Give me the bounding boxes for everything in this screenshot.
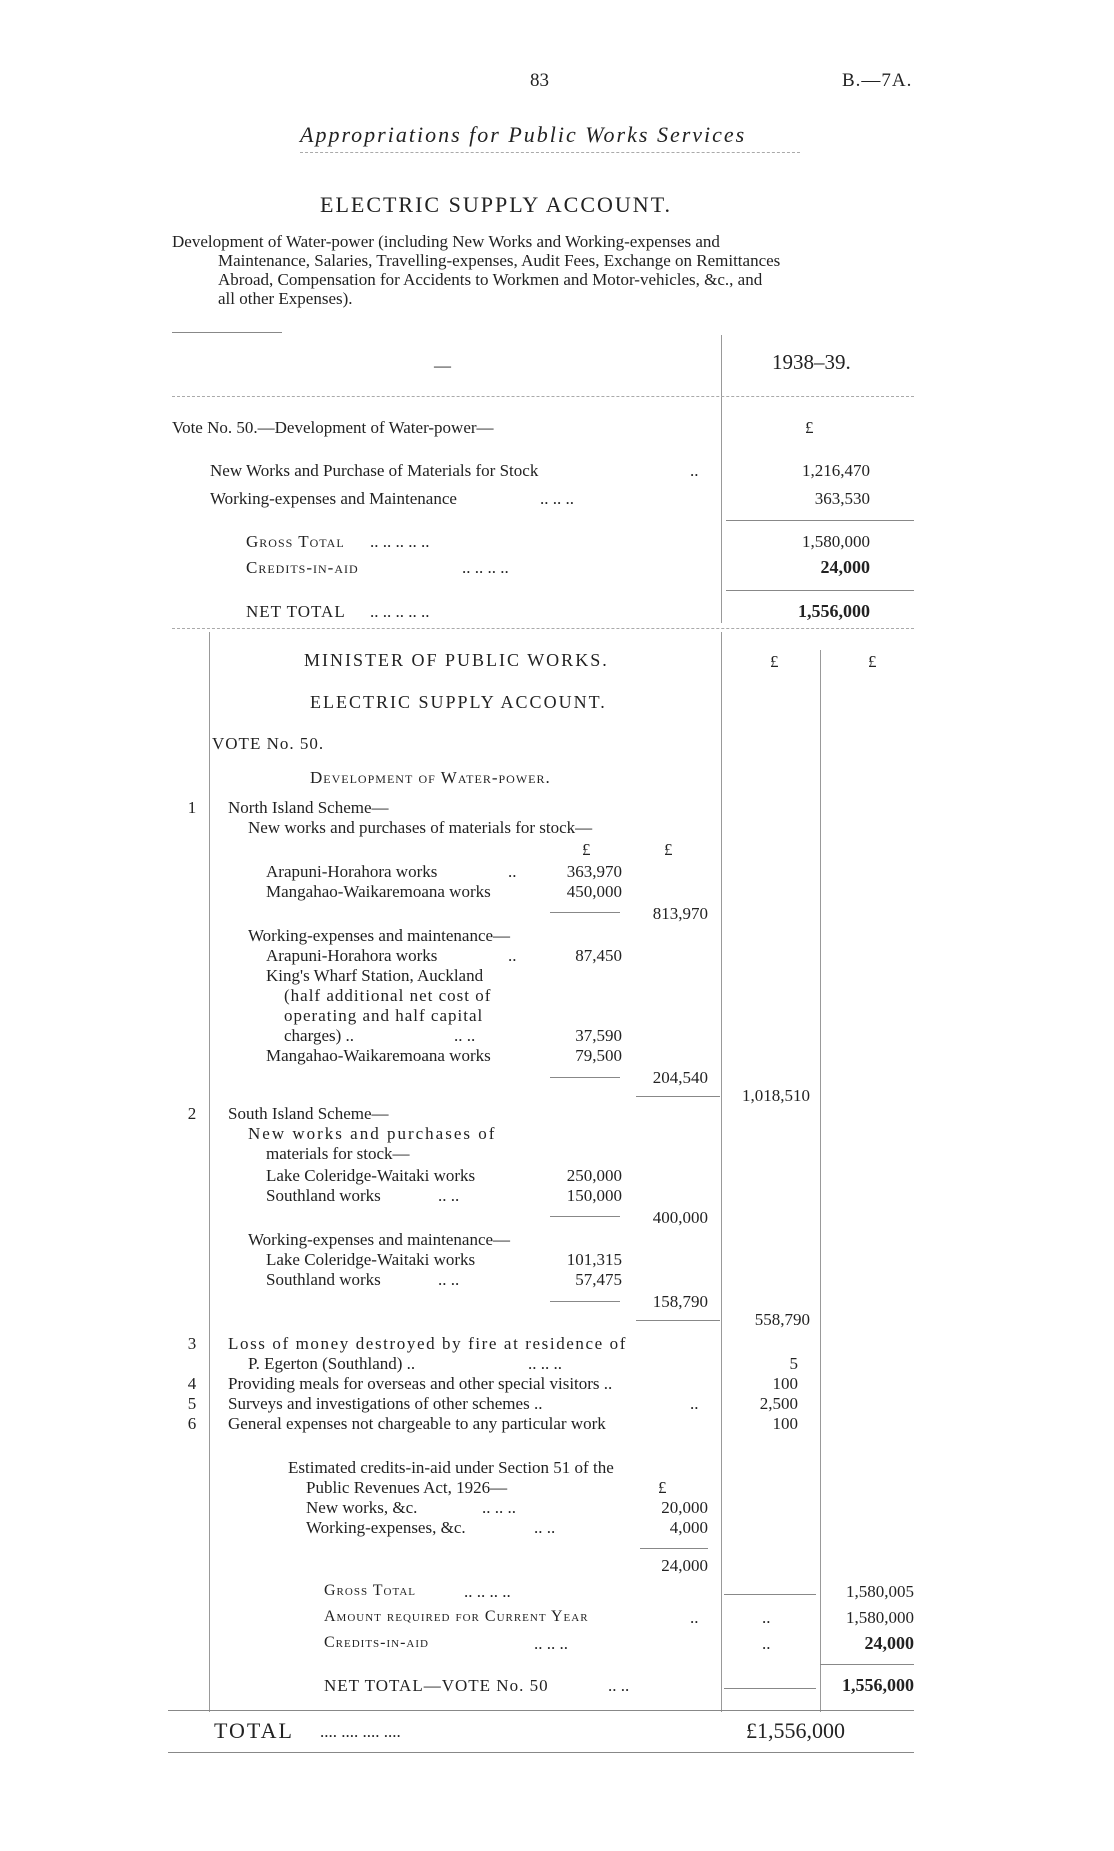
line-item-label: Southland works xyxy=(266,1270,381,1289)
grand-total-value: £1,556,000 xyxy=(746,1718,845,1743)
column-pound-sign: £ xyxy=(582,840,591,859)
line-item-dots: .. .. xyxy=(438,1270,460,1289)
line-item-value: 57,475 xyxy=(575,1270,622,1289)
summary-row-label: New Works and Purchase of Materials for Stock xyxy=(210,461,539,480)
detail-net-rule xyxy=(820,1664,914,1665)
summary-column-rule xyxy=(721,335,722,623)
detail-gross-dots: .. .. .. .. xyxy=(464,1582,511,1601)
line-item-value: 87,450 xyxy=(575,946,622,965)
description-line: all other Expenses). xyxy=(218,289,353,308)
amount-required-dots: .. xyxy=(762,1608,771,1627)
amount-required-label: Amount required for Current Year xyxy=(324,1608,589,1625)
misc-item-dots: .. .. .. xyxy=(528,1354,562,1373)
kings-wharf-label: operating and half capital xyxy=(284,1006,484,1025)
summary-gross-total-value: 1,580,000 xyxy=(802,532,870,551)
item-number: 2 xyxy=(187,1104,197,1123)
amount-required-dots: .. xyxy=(690,1608,699,1627)
south-island-total: 558,790 xyxy=(754,1310,810,1329)
detail-bottom-rule xyxy=(168,1710,914,1711)
south-new-works-subtotal: 400,000 xyxy=(652,1208,708,1227)
line-item-dots: .. .. xyxy=(454,1026,476,1045)
summary-header-dash: — xyxy=(434,356,451,375)
item-number: 3 xyxy=(187,1334,197,1353)
misc-item-label: Loss of money destroyed by fire at residence of xyxy=(228,1334,628,1353)
misc-item-label: Providing meals for overseas and other special visitors .. xyxy=(228,1374,613,1393)
summary-net-rule xyxy=(726,590,914,591)
page-number: 83 xyxy=(530,70,549,91)
line-item-value: 363,970 xyxy=(566,862,622,881)
line-item-dots: .. xyxy=(508,862,517,881)
south-new-works-heading: New works and purchases of xyxy=(248,1124,497,1143)
estimated-sum-rule xyxy=(640,1548,708,1549)
summary-net-total-value: 1,556,000 xyxy=(798,601,870,621)
grand-total-label: TOTAL xyxy=(214,1718,294,1743)
summary-pound-sign: £ xyxy=(805,418,814,437)
document-reference: B.—7A. xyxy=(842,70,913,91)
estimated-item-label: Working-expenses, &c. xyxy=(306,1518,466,1537)
estimated-pound-sign: £ xyxy=(658,1478,667,1497)
summary-credits-label: Credits-in-aid xyxy=(246,558,359,577)
description-rule xyxy=(172,332,282,333)
description-line: Abroad, Compensation for Accidents to Workmen and Motor-vehicles, &c., and xyxy=(218,270,763,289)
summary-net-dots: .. .. .. .. .. xyxy=(370,602,430,621)
account-description xyxy=(172,232,914,308)
item-number: 5 xyxy=(187,1394,197,1413)
misc-item-value: 100 xyxy=(772,1414,798,1433)
south-new-works-heading: materials for stock— xyxy=(266,1144,410,1163)
summary-row-dots: .. .. .. xyxy=(540,489,574,508)
summary-credits-value: 24,000 xyxy=(820,557,870,577)
summary-credits-dots: .. .. .. .. xyxy=(462,558,509,577)
subtotal-rule xyxy=(550,1301,620,1302)
net-total-rule xyxy=(724,1688,816,1689)
detail-pound-sign: £ xyxy=(868,652,877,671)
line-item-dots: .. .. xyxy=(438,1186,460,1205)
grand-total-dots: .... .... .... .... xyxy=(320,1722,401,1741)
column-pound-sign: £ xyxy=(664,840,673,859)
summary-gross-total-label: Gross Total xyxy=(246,532,345,551)
line-item-value: 450,000 xyxy=(566,882,622,901)
line-item-label: Mangahao-Waikaremoana works xyxy=(266,1046,491,1065)
amount-required-value: 1,580,000 xyxy=(846,1608,914,1627)
description-line: Development of Water-power (including New Works and Working-expenses and xyxy=(172,232,720,251)
item-number: 1 xyxy=(187,798,197,817)
detail-net-total-value: 1,556,000 xyxy=(842,1675,914,1695)
line-item-label: Mangahao-Waikaremoana works xyxy=(266,882,491,901)
line-item-label: Arapuni-Horahora works xyxy=(266,946,438,965)
kings-wharf-label: (half additional net cost of xyxy=(284,986,492,1005)
gross-total-rule xyxy=(724,1594,816,1595)
misc-item-value: 100 xyxy=(772,1374,798,1393)
summary-row-label: Working-expenses and Maintenance xyxy=(210,489,457,508)
detail-vote: VOTE No. 50. xyxy=(212,734,325,753)
detail-gross-total-label: Gross Total xyxy=(324,1582,417,1599)
detail-credits-value: 24,000 xyxy=(864,1633,914,1653)
summary-sum-rule xyxy=(726,520,914,521)
estimated-item-value: 4,000 xyxy=(669,1518,708,1537)
line-item-label: Arapuni-Horahora works xyxy=(266,862,438,881)
detail-net-total-label: NET TOTAL—VOTE No. 50 xyxy=(324,1676,549,1695)
item-number: 4 xyxy=(187,1374,197,1393)
estimated-item-dots: .. .. .. xyxy=(482,1498,516,1517)
subtotal-rule xyxy=(550,1216,620,1217)
misc-item-label: Surveys and investigations of other schemes .. xyxy=(228,1394,543,1413)
detail-column-rule xyxy=(721,632,722,1712)
summary-year-header: 1938–39. xyxy=(772,350,851,374)
summary-header-rule xyxy=(172,396,914,397)
subtotal-rule xyxy=(550,912,620,913)
detail-credits-dots: .. .. .. xyxy=(534,1634,568,1653)
north-working-subtotal: 204,540 xyxy=(652,1068,708,1087)
detail-pound-sign: £ xyxy=(770,652,779,671)
kings-wharf-label: charges) .. xyxy=(284,1026,355,1045)
detail-minister: MINISTER OF PUBLIC WORKS. xyxy=(304,650,609,670)
north-island-title: North Island Scheme— xyxy=(228,798,389,817)
estimated-credits-heading: Estimated credits-in-aid under Section 51 of the xyxy=(288,1458,614,1477)
line-item-label: Southland works xyxy=(266,1186,381,1205)
summary-row-value: 1,216,470 xyxy=(802,461,870,480)
summary-gross-dots: .. .. .. .. .. xyxy=(370,532,430,551)
estimated-item-dots: .. .. xyxy=(534,1518,556,1537)
account-title: ELECTRIC SUPPLY ACCOUNT. xyxy=(320,192,672,217)
summary-net-total-label: NET TOTAL xyxy=(246,602,346,621)
line-item-value: 101,315 xyxy=(566,1250,622,1269)
item-number: 6 xyxy=(187,1414,197,1433)
line-item-value: 150,000 xyxy=(566,1186,622,1205)
summary-row-dots: .. xyxy=(690,461,699,480)
subtotal-rule xyxy=(550,1077,620,1078)
estimated-item-value: 20,000 xyxy=(661,1498,708,1517)
detail-account: ELECTRIC SUPPLY ACCOUNT. xyxy=(310,692,607,712)
detail-column-rule-2 xyxy=(820,650,821,1712)
detail-development-heading: Development of Water-power. xyxy=(310,768,551,787)
misc-item-value: 2,500 xyxy=(759,1394,798,1413)
misc-item-label: P. Egerton (Southland) .. xyxy=(248,1354,416,1373)
line-item-value: 250,000 xyxy=(566,1166,622,1185)
north-new-works-heading: New works and purchases of materials for stock— xyxy=(248,818,593,837)
south-island-title: South Island Scheme— xyxy=(228,1104,389,1123)
summary-row-value: 363,530 xyxy=(814,489,870,508)
kings-wharf-label: King's Wharf Station, Auckland xyxy=(266,966,484,985)
summary-bottom-rule xyxy=(172,628,914,629)
south-working-subtotal: 158,790 xyxy=(652,1292,708,1311)
estimated-credits-total: 24,000 xyxy=(661,1556,708,1575)
misc-item-label: General expenses not chargeable to any particular work xyxy=(228,1414,606,1433)
detail-number-column-rule xyxy=(209,632,210,1712)
line-item-value: 37,590 xyxy=(575,1026,622,1045)
grand-total-rule xyxy=(168,1752,914,1753)
line-item-label: Lake Coleridge-Waitaki works xyxy=(266,1250,476,1269)
misc-item-value: 5 xyxy=(789,1354,798,1373)
estimated-credits-heading: Public Revenues Act, 1926— xyxy=(306,1478,508,1497)
south-working-heading: Working-expenses and maintenance— xyxy=(248,1230,511,1249)
total-rule xyxy=(636,1320,720,1321)
description-line: Maintenance, Salaries, Travelling-expenses, Audit Fees, Exchange on Remittances xyxy=(218,251,781,270)
misc-item-dots: .. xyxy=(690,1394,699,1413)
line-item-label: Lake Coleridge-Waitaki works xyxy=(266,1166,476,1185)
running-title: Appropriations for Public Works Services xyxy=(300,122,747,147)
detail-gross-total-value: 1,580,005 xyxy=(846,1582,914,1601)
summary-vote-label: Vote No. 50.—Development of Water-power— xyxy=(172,418,494,437)
north-working-heading: Working-expenses and maintenance— xyxy=(248,926,511,945)
detail-credits-dots: .. xyxy=(762,1634,771,1653)
detail-credits-label: Credits-in-aid xyxy=(324,1634,429,1651)
line-item-dots: .. xyxy=(508,946,517,965)
north-island-total: 1,018,510 xyxy=(742,1086,810,1105)
line-item-value: 79,500 xyxy=(575,1046,622,1065)
title-rule xyxy=(300,152,800,153)
total-rule xyxy=(636,1096,720,1097)
north-new-works-subtotal: 813,970 xyxy=(652,904,708,923)
detail-net-dots: .. .. xyxy=(608,1676,630,1695)
estimated-item-label: New works, &c. xyxy=(306,1498,418,1517)
